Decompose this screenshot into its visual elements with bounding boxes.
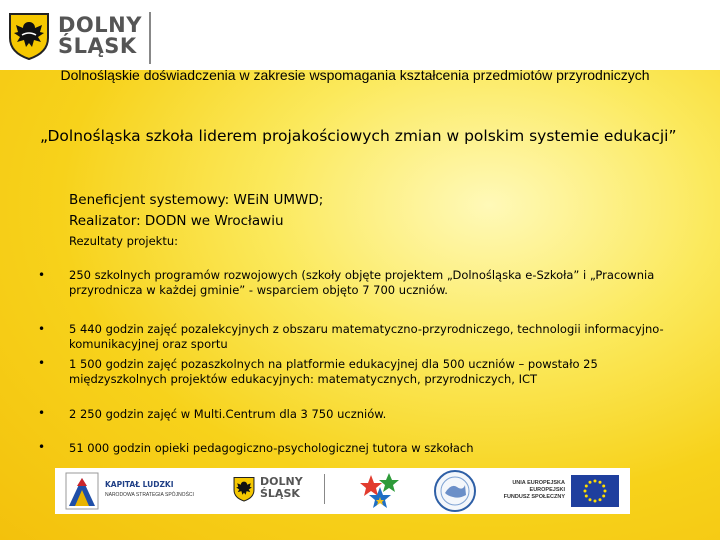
kapital-ludzki-subtitle: NARODOWA STRATEGIA SPÓJNOŚCI bbox=[105, 492, 194, 498]
list-item: 2 250 godzin zajęć w Multi.Centrum dla 3 750 uczniów. bbox=[69, 407, 387, 421]
list-item: 250 szkolnych programów rozwojowych (szkoły objęte projektem „Dolnośląska e-Szkoła” i „Pracownia przyrodnicza w każdej gminie” - wsparciem objęto 7 700 uczniów. bbox=[69, 268, 655, 297]
footer-logo-line1: DOLNY bbox=[260, 475, 303, 488]
bullet-marker: • bbox=[38, 268, 46, 282]
eagle-crest-icon bbox=[233, 476, 255, 502]
list-item: 1 500 godzin zajęć pozaszkolnych na platformie edukacyjnej dla 500 uczniów – powstało 25 międzyszkolnych projektów edukacyjnych: matematycznych, przyrodniczych, ICT bbox=[69, 357, 598, 386]
eu-flag-icon bbox=[571, 475, 619, 507]
presentation-subtitle: Dolnośląskie doświadczenia w zakresie wspomagania kształcenia przedmiotów przyrodniczych bbox=[60, 67, 650, 83]
eu-line2: EUROPEJSKI bbox=[529, 487, 565, 493]
realizator-line: Realizator: DODN we Wrocławiu bbox=[69, 213, 284, 229]
beneficiary-info bbox=[69, 190, 323, 232]
bullet-marker: • bbox=[38, 406, 46, 420]
bullet-marker: • bbox=[38, 440, 46, 454]
logo-separator bbox=[149, 12, 151, 64]
eu-line1: UNIA EUROPEJSKA bbox=[512, 480, 565, 486]
logo-word-line2: ŚLĄSK bbox=[58, 34, 137, 58]
eagle-crest-icon bbox=[8, 12, 50, 60]
footer-logo-separator bbox=[324, 474, 325, 504]
footer-logo-line2: ŚLĄSK bbox=[260, 487, 300, 500]
kapital-ludzki-title: KAPITAŁ LUDZKI bbox=[105, 480, 174, 489]
stars-people-icon bbox=[357, 469, 403, 513]
bullet-marker: • bbox=[38, 356, 46, 370]
stars-people-logo bbox=[355, 468, 405, 514]
project-title: „Dolnośląska szkoła liderem projakościowych zmian w polskim systemie edukacji” bbox=[40, 127, 677, 145]
circular-emblem-icon bbox=[433, 469, 477, 513]
logo-word-line1: DOLNY bbox=[58, 13, 142, 37]
list-item: 5 440 godzin zajęć pozalekcyjnych z obszaru matematyczno-przyrodniczego, technologii informacyjno-komunikacyjnej oraz sportu bbox=[69, 322, 664, 351]
eu-fund-logo bbox=[495, 468, 630, 514]
circular-emblem-logo bbox=[427, 468, 487, 514]
kapital-ludzki-logo bbox=[63, 468, 213, 514]
list-item: 51 000 godzin opieki pedagogiczno-psychologicznej tutora w szkołach bbox=[69, 441, 474, 455]
kapital-ludzki-icon bbox=[65, 472, 99, 510]
eu-line3: FUNDUSZ SPOŁECZNY bbox=[503, 494, 565, 500]
dolny-slask-logo bbox=[8, 12, 158, 60]
results-label: Rezultaty projektu: bbox=[69, 234, 179, 248]
beneficiary-line: Beneficjent systemowy: WEiN UMWD; bbox=[69, 192, 324, 208]
bullet-marker: • bbox=[38, 322, 46, 336]
footer-logo-strip bbox=[55, 468, 630, 514]
footer-dolny-slask-logo bbox=[233, 468, 343, 514]
